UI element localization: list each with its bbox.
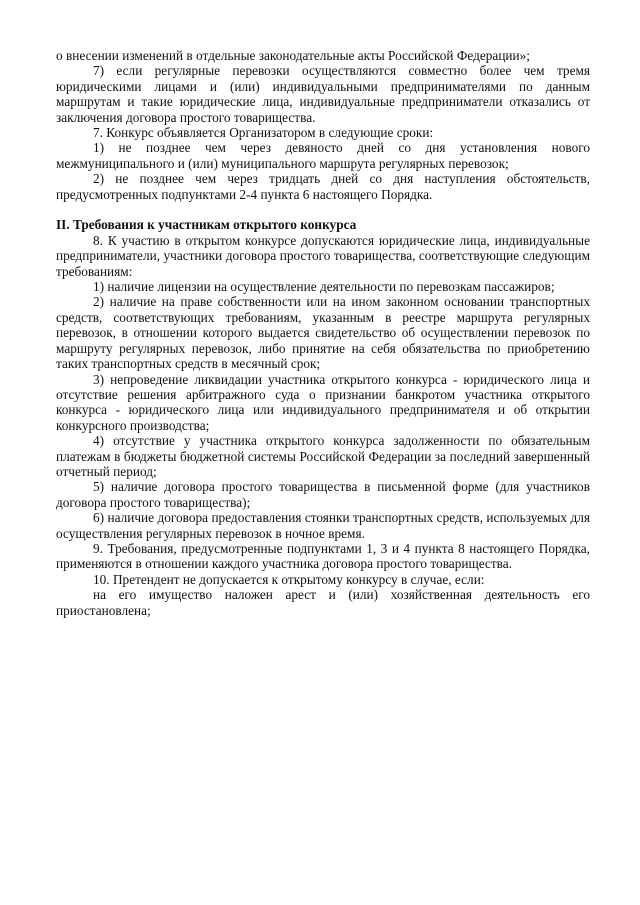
paragraph-clause-7-sub-1: 1) не позднее чем через девяносто дней со дня установления нового межмуниципального и (или) муниципального маршрута регулярных перевозок; bbox=[56, 140, 590, 171]
paragraph-clause-8-sub-2: 2) наличие на праве собственности или на ином законном основании транспортных средств, соответствующих требованиям, указанным в реестре маршрута регулярных перевозок, в отношении которого выдается свидетельство об осуществлении перевозок по маршруту регулярных перевозок, либо принятие на себя обязательства по приобретению таких транспортных средств в месячный срок; bbox=[56, 294, 590, 372]
section-heading: II. Требования к участникам открытого конкурса bbox=[56, 217, 357, 233]
paragraph-clause-7-sub-2: 2) не позднее чем через тридцать дней со дня наступления обстоятельств, предусмотренных подпунктами 2-4 пункта 6 настоящего Порядка. bbox=[56, 171, 590, 202]
paragraph-item-7: 7) если регулярные перевозки осуществляются совместно более чем тремя юридическими лицами и (или) индивидуальными предпринимателями по данным маршрутам и такие юридические лица, индивидуальные предприниматели отказались от заключения договора простого товарищества. bbox=[56, 63, 590, 125]
paragraph-clause-8-intro: 8. К участию в открытом конкурсе допускаются юридические лица, индивидуальные предприниматели, участники договора простого товарищества, соответствующие следующим требованиям: bbox=[56, 232, 590, 279]
document-page bbox=[56, 48, 590, 618]
paragraph-clause-8-sub-3: 3) непроведение ликвидации участника открытого конкурса - юридического лица и отсутствие решения арбитражного суда о признании банкротом участника открытого конкурса - юридического лица или индивидуального предпринимателя и об открытии конкурсного производства; bbox=[56, 371, 590, 433]
paragraph-clause-8-sub-4: 4) отсутствие у участника открытого конкурса задолженности по обязательным платежам в бюджеты бюджетной системы Российской Федерации за последний завершенный отчетный период; bbox=[56, 433, 590, 479]
paragraph-clause-8-sub-6: 6) наличие договора предоставления стоянки транспортных средств, используемых для осуществления регулярных перевозок в ночное время. bbox=[56, 510, 590, 541]
paragraph-continuation: о внесении изменений в отдельные законодательные акты Российской Федерации»; bbox=[56, 48, 531, 63]
paragraph-clause-10-a: на его имущество наложен арест и (или) хозяйственная деятельность его приостановлена; bbox=[56, 587, 590, 618]
paragraph-clause-7-intro: 7. Конкурс объявляется Организатором в следующие сроки: bbox=[93, 125, 434, 141]
paragraph-clause-8-sub-5: 5) наличие договора простого товарищества в письменной форме (для участников договора простого товарищества); bbox=[56, 479, 590, 510]
paragraph-clause-9: 9. Требования, предусмотренные подпунктами 1, 3 и 4 пункта 8 настоящего Порядка, применяются в отношении каждого участника договора простого товарищества. bbox=[56, 540, 590, 572]
paragraph-clause-8-sub-1: 1) наличие лицензии на осуществление деятельности по перевозкам пассажиров; bbox=[93, 279, 555, 295]
paragraph-clause-10-intro: 10. Претендент не допускается к открытому конкурсу в случае, если: bbox=[93, 571, 485, 587]
